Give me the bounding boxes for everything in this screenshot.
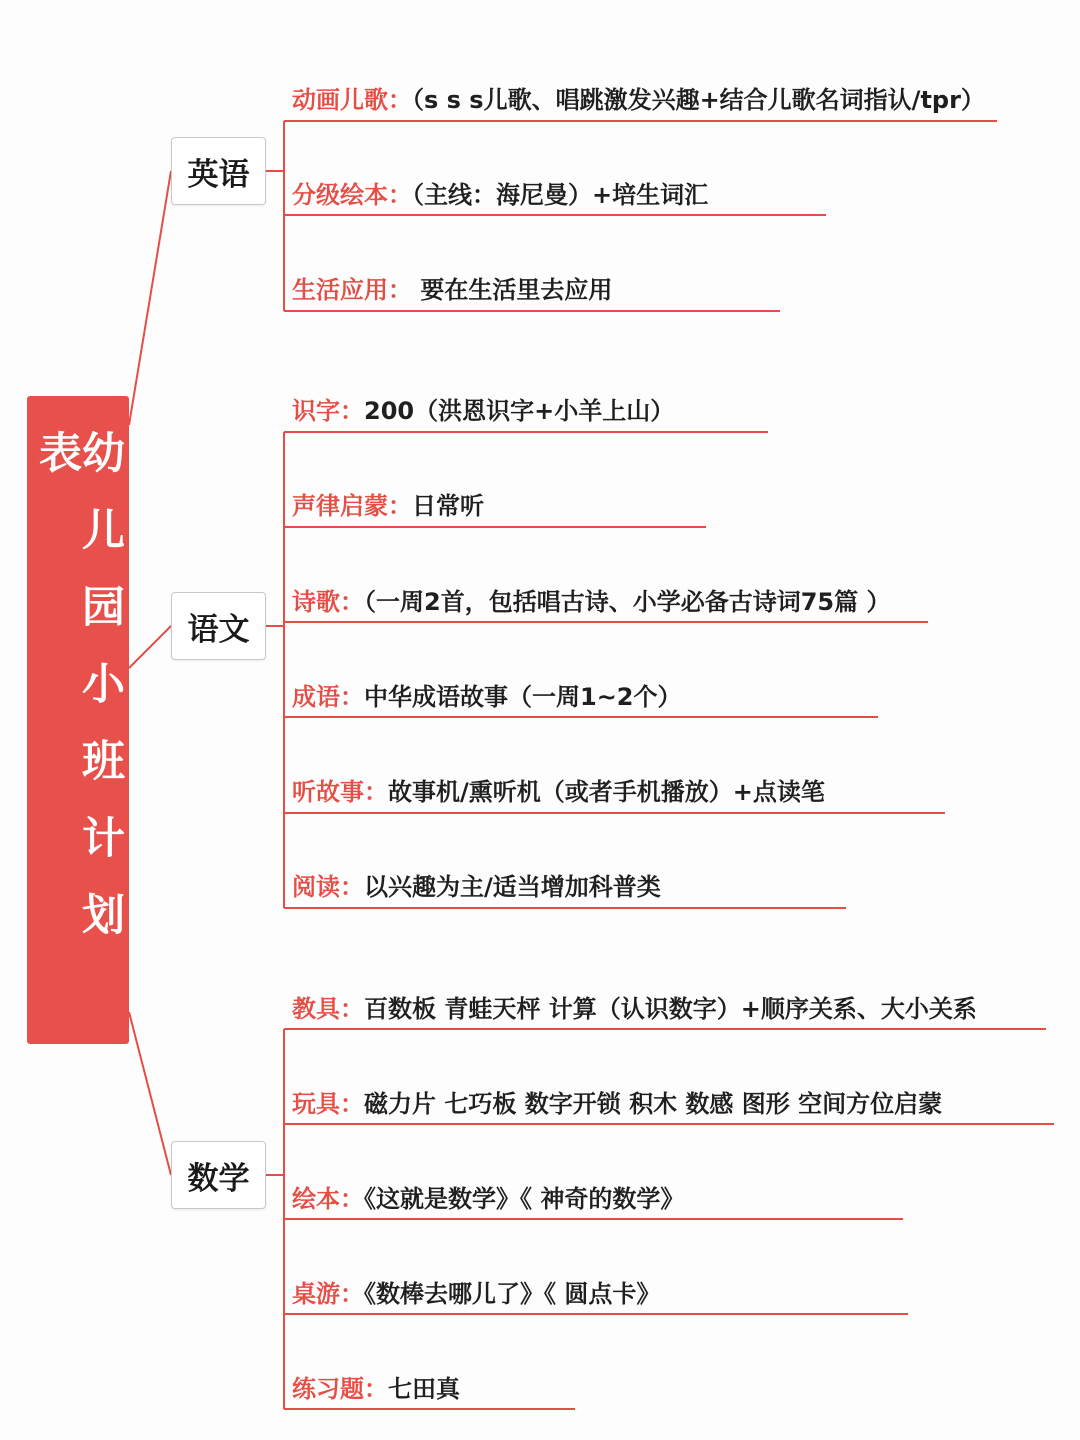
leaf-key: 识字： bbox=[292, 397, 364, 425]
leaf-value: 《数棒去哪儿了》《 圆点卡》 bbox=[364, 1280, 661, 1308]
root-connector bbox=[129, 1012, 171, 1175]
leaf-value: 中华成语故事（一周1~2个） bbox=[364, 683, 682, 711]
leaf-item bbox=[292, 777, 825, 807]
leaf-key: 阅读： bbox=[292, 873, 364, 901]
leaf-key: 听故事： bbox=[292, 778, 388, 806]
leaf-item bbox=[292, 275, 612, 305]
leaf-item bbox=[292, 396, 674, 426]
leaf-key: 玩具： bbox=[292, 1090, 364, 1118]
leaf-key: 成语： bbox=[292, 683, 364, 711]
branch-english bbox=[171, 137, 266, 205]
leaf-value: 故事机/熏听机（或者手机播放）+点读笔 bbox=[388, 778, 825, 806]
leaf-item bbox=[292, 682, 682, 712]
leaf-item bbox=[292, 1184, 684, 1214]
leaf-key: 绘本： bbox=[292, 1185, 364, 1213]
leaf-item bbox=[292, 1374, 460, 1404]
leaf-value: （s s s儿歌、唱跳激发兴趣+结合儿歌名词指认/tpr） bbox=[412, 86, 985, 114]
leaf-key: 桌游： bbox=[292, 1280, 364, 1308]
leaf-value: （一周2首，包括唱古诗、小学必备古诗词75篇 ） bbox=[364, 588, 891, 616]
leaf-item bbox=[292, 180, 708, 210]
leaf-item bbox=[292, 587, 890, 617]
branch-label: 英语 bbox=[187, 156, 250, 193]
leaf-value: 200（洪恩识字+小羊上山） bbox=[364, 397, 675, 425]
branch-math bbox=[171, 1141, 266, 1209]
root-node bbox=[27, 396, 129, 1044]
root-title: 幼儿园小班计划表 bbox=[32, 430, 125, 969]
root-connector bbox=[129, 626, 171, 668]
leaf-item bbox=[292, 872, 661, 902]
branch-label: 数学 bbox=[187, 1160, 250, 1197]
leaf-key: 动画儿歌： bbox=[292, 86, 412, 114]
leaf-key: 声律启蒙： bbox=[292, 492, 412, 520]
leaf-item bbox=[292, 491, 484, 521]
leaf-item bbox=[292, 994, 977, 1024]
leaf-item bbox=[292, 1089, 942, 1119]
leaf-key: 练习题： bbox=[292, 1375, 388, 1403]
leaf-key: 分级绘本： bbox=[292, 181, 412, 209]
leaf-key: 生活应用： bbox=[292, 276, 412, 304]
leaf-item bbox=[292, 1279, 660, 1309]
leaf-value: 要在生活里去应用 bbox=[412, 276, 613, 304]
leaf-value: 七田真 bbox=[388, 1375, 460, 1403]
root-connector bbox=[129, 171, 171, 425]
branch-label: 语文 bbox=[187, 611, 250, 648]
leaf-value: 日常听 bbox=[412, 492, 484, 520]
leaf-key: 教具： bbox=[292, 995, 364, 1023]
leaf-value: 磁力片 七巧板 数字开锁 积木 数感 图形 空间方位启蒙 bbox=[364, 1090, 943, 1118]
leaf-item bbox=[292, 85, 985, 115]
leaf-value: （主线：海尼曼）+培生词汇 bbox=[412, 181, 709, 209]
leaf-key: 诗歌： bbox=[292, 588, 364, 616]
leaf-value: 《这就是数学》《 神奇的数学》 bbox=[364, 1185, 685, 1213]
leaf-value: 以兴趣为主/适当增加科普类 bbox=[364, 873, 661, 901]
leaf-value: 百数板 青蛙天枰 计算（认识数字）+顺序关系、大小关系 bbox=[364, 995, 977, 1023]
branch-chinese bbox=[171, 592, 266, 660]
